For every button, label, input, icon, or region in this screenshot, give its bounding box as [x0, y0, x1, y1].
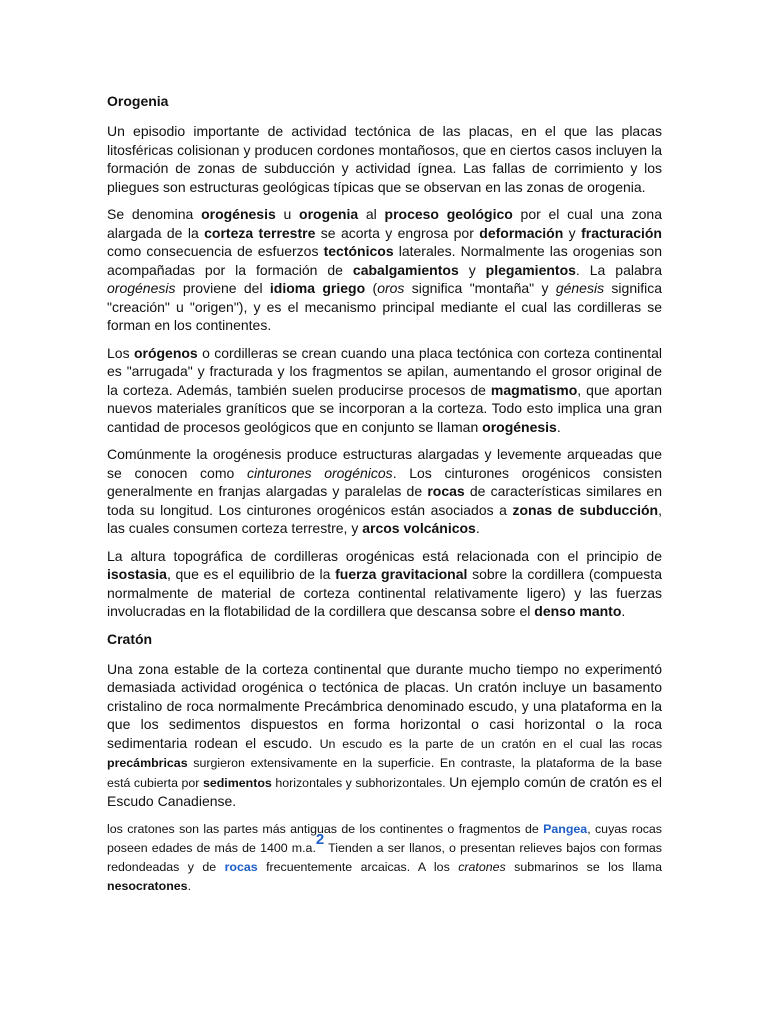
- text-run: magmatismo: [490, 381, 578, 398]
- reference-number[interactable]: 2: [315, 830, 325, 848]
- text-run: Una zona estable de la corteza continental que durante mucho tiempo no experimentó demasiada actividad orogénica o tectónica de placas. Un cratón incluye un basamento cristalino de roca normalmente Precámbrica denominado escudo, y una plataforma en la que los sedimentos dispuestos en forma horizontal o casi horizontal o la roca sedimentaria rodean el escudo.: [107, 660, 662, 751]
- text-run: , que es el equilibrio de la: [166, 566, 336, 582]
- text-run: , que aportan nuevos materiales graníticos que se incorporan a la corteza. Todo esto implica una gran cantidad de procesos geológicos que en conjunto se llaman: [107, 381, 662, 435]
- text-run: rocas: [427, 483, 465, 499]
- text-run: o cordilleras se crean cuando una placa tectónica con corteza continental es "arrugada" y fracturada y los fragmentos se apilan, aumentando el grosor original de la corteza. Además, también suelen producirse procesos de: [107, 344, 663, 398]
- text-run: orogenia: [299, 206, 359, 222]
- text-run: , cuyas rocas poseen edades de más de 1400 m.a.: [107, 821, 663, 855]
- text-run: Un escudo es la parte de un cratón en el cual las rocas: [319, 736, 663, 751]
- text-run: deformación: [479, 224, 564, 241]
- text-run: orogénesis: [201, 206, 276, 222]
- text-run: La altura topográfica de cordilleras orogénicas está relacionada con el principio de: [107, 547, 662, 564]
- text-run: corteza terrestre: [204, 224, 316, 241]
- paragraph-5: [107, 547, 662, 621]
- text-run: de características similares en toda su longitud. Los cinturones orogénicos están asociados a: [107, 483, 662, 518]
- text-run: Un ejemplo común de cratón es el Escudo Canadiense.: [107, 773, 662, 809]
- text-run: .: [187, 878, 192, 893]
- text-run: por el cual una zona alargada de la: [107, 206, 662, 241]
- paragraph-4: [107, 445, 662, 538]
- text-run: arcos volcánicos: [362, 520, 476, 536]
- paragraph-6: [107, 660, 662, 811]
- text-run: orogénesis: [107, 280, 176, 296]
- text-run: Tienden a ser llanos, o presentan relieves bajos con formas redondeadas y de: [107, 840, 662, 874]
- text-run: isostasia: [107, 566, 167, 582]
- text-run: .: [556, 418, 561, 435]
- paragraph-2: [107, 205, 662, 335]
- text-run: cinturones orogénicos: [246, 464, 393, 481]
- text-run: Un episodio importante de actividad tectónica de las placas, en el que las placas litosféricas colisionan y producen cordones montañosos, que en ciertos casos incluyen la formación de zonas de subducción y actividad ígnea. Las fallas de corrimiento y los pliegues son estructuras geológicas típicas que se observan en las zonas de orogenia.: [107, 123, 662, 195]
- text-run: .: [475, 520, 480, 536]
- text-run: surgieron extensivamente en la superficie. En contraste, la plataforma de la base está cubierta por: [107, 756, 662, 790]
- text-run: como consecuencia de esfuerzos: [107, 243, 324, 259]
- text-run: idioma griego: [269, 280, 366, 296]
- text-run: fracturación: [581, 224, 662, 241]
- text-run: y: [458, 261, 486, 278]
- text-run: . La palabra: [575, 261, 663, 278]
- text-run: plegamientos: [485, 261, 576, 278]
- text-run: se acorta y engrosa por: [315, 224, 480, 241]
- text-run: cabalgamientos: [352, 261, 459, 278]
- text-run: submarinos se los llama: [505, 859, 662, 874]
- paragraph-3: [107, 344, 662, 437]
- text-run: frecuentemente arcaicas. A los: [257, 859, 459, 874]
- text-run: proviene del: [175, 280, 270, 296]
- text-run: y: [563, 224, 582, 241]
- text-run: . Los cinturones orogénicos consisten generalmente en franjas alargadas y paralelas de: [107, 464, 663, 499]
- heading-orogenia: Orogenia: [107, 93, 169, 109]
- text-run: los cratones son las partes más antiguas de los continentes o fragmentos de: [107, 821, 544, 836]
- text-run: .: [621, 603, 626, 619]
- text-run: Los: [107, 344, 134, 361]
- text-run: tectónicos: [323, 243, 394, 259]
- link-text[interactable]: Pangea: [543, 821, 588, 836]
- text-run: fuerza gravitacional: [335, 566, 468, 582]
- text-run: laterales. Normalmente las orogenias son acompañadas por la formación de: [107, 243, 662, 278]
- text-run: Se denomina: [107, 206, 202, 222]
- text-run: (: [365, 280, 378, 296]
- text-run: orógenos: [133, 344, 198, 361]
- text-run: , las cuales consumen corteza terrestre, y: [107, 501, 662, 536]
- text-run: génesis: [555, 280, 605, 296]
- text-run: sedimentos: [202, 775, 272, 790]
- paragraph-7: [107, 820, 662, 896]
- text-run: denso manto: [534, 603, 622, 619]
- text-run: al: [358, 206, 385, 222]
- heading-craton: Cratón: [107, 630, 153, 647]
- link-text[interactable]: rocas: [224, 859, 258, 874]
- text-run: u: [275, 206, 300, 222]
- text-run: orogénesis: [482, 418, 557, 435]
- text-run: proceso geológico: [384, 206, 513, 222]
- text-run: nesocratones: [107, 878, 188, 893]
- text-run: horizontales y subhorizontales.: [271, 775, 450, 790]
- text-run: sobre la cordillera (compuesta normalmente de material de corteza continental relativamente ligero) y las fuerzas involucradas en la flotabilidad de la cordillera que descansa sobre el: [107, 566, 662, 619]
- text-run: Comúnmente la orogénesis produce estructuras alargadas y levemente arqueadas que se conocen como: [107, 446, 662, 481]
- text-run: significa "creación" u "origen"), y es el mecanismo principal mediante el cual las cordilleras se forman en los continentes.: [107, 280, 663, 333]
- paragraph-1: [107, 122, 662, 196]
- text-run: zonas de subducción: [512, 501, 659, 518]
- text-run: cratones: [458, 859, 506, 874]
- text-run: precámbricas: [107, 756, 188, 770]
- text-run: significa "montaña" y: [404, 280, 556, 296]
- text-run: oros: [377, 280, 405, 296]
